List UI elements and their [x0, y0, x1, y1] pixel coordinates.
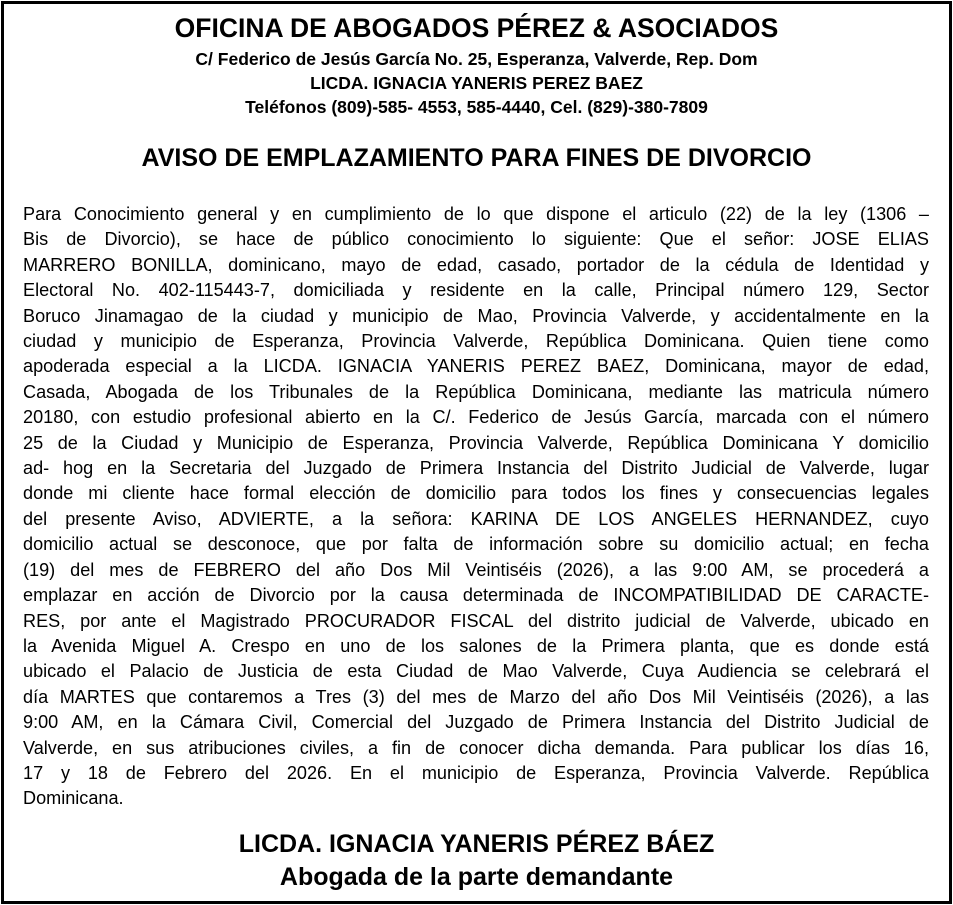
notice-body	[23, 202, 929, 812]
notice-title: AVISO DE EMPLAZAMIENTO PARA FINES DE DIVORCIO	[141, 144, 812, 172]
notice-body-line: (19) del mes de FEBRERO del año Dos Mil Veintiséis (2026), a las 9:00 AM, se procederá a	[23, 559, 929, 580]
signature-name: LICDA. IGNACIA YANERIS PÉREZ BÁEZ	[238, 830, 715, 858]
notice-body-line: Electoral No. 402-115443-7, domiciliada y residente en la calle, Principal número 129, Sector	[23, 280, 929, 301]
notice-body-line: ad- hog en la Secretaria del Juzgado de Primera Instancia del Distrito Judicial de Valverde, lugar	[23, 458, 929, 479]
notice-body-line: Dominicana.	[23, 788, 124, 809]
notice-body-line: Bis de Divorcio), se hace de público conocimiento lo siguiente: Que el señor: JOSE ELIAS	[23, 229, 929, 250]
notice-body-line: 17 y 18 de Febrero del 2026. En el municipio de Esperanza, Provincia Valverde. República	[23, 762, 929, 783]
firm-lawyer: LICDA. IGNACIA YANERIS PEREZ BAEZ	[310, 73, 643, 93]
notice-body-line: Casada, Abogada de los Tribunales de la República Dominicana, mediante las matricula número	[23, 381, 929, 402]
notice-body-line: Para Conocimiento general y en cumplimiento de lo que dispone el articulo (22) de la ley (1306 –	[23, 204, 929, 224]
firm-address: C/ Federico de Jesús García No. 25, Esperanza, Valverde, Rep. Dom	[195, 49, 758, 69]
notice-body-line: domicilio actual se desconoce, que por falta de información sobre su domicilio actual; en fecha	[23, 534, 929, 555]
notice-body-line: emplazar en acción de Divorcio por la causa determinada de INCOMPATIBILIDAD DE CARACTE-	[23, 585, 929, 606]
notice-body-line: RES, por ante el Magistrado PROCURADOR FISCAL del distrito judicial de Valverde, ubicado en	[23, 610, 929, 631]
notice-body-line: Boruco Jinamagao de la ciudad y municipio de Mao, Provincia Valverde, y accidentalmente en la	[23, 305, 929, 326]
notice-body-line: 25 de la Ciudad y Municipio de Esperanza, Provincia Valverde, República Dominicana Y domicilio	[23, 432, 929, 453]
notice-body-line: 9:00 AM, en la Cámara Civil, Comercial del Juzgado de Primera Instancia del Distrito Judicial de	[23, 712, 929, 733]
signature-role: Abogada de la parte demandante	[279, 863, 674, 891]
firm-name: OFICINA DE ABOGADOS PÉREZ & ASOCIADOS	[174, 13, 779, 43]
notice-body-line: día MARTES que contaremos a Tres (3) del mes de Marzo del año Dos Mil Veintiséis (2026), a las	[23, 686, 929, 707]
notice-body-line: del presente Aviso, ADVIERTE, a la señora: KARINA DE LOS ANGELES HERNANDEZ, cuyo	[23, 508, 929, 529]
notice-body-line: Valverde, en sus atribuciones civiles, a fin de conocer dicha demanda. Para publicar los días 16,	[23, 737, 929, 758]
notice-body-line: ciudad y municipio de Esperanza, Provincia Valverde, República Dominicana. Quien tiene como	[23, 331, 929, 352]
notice-body-line: apoderada especial a la LICDA. IGNACIA YANERIS PEREZ BAEZ, Dominicana, mayor de edad,	[23, 356, 929, 377]
notice-body-line: MARRERO BONILLA, dominicano, mayo de edad, casado, portador de la cédula de Identidad y	[23, 254, 929, 275]
notice-body-line: ubicado el Palacio de Justicia de esta Ciudad de Mao Valverde, Cuya Audiencia se celebrará el	[23, 661, 929, 682]
notice-body-line: la Avenida Miguel A. Crespo en uno de los salones de la Primera planta, que es donde está	[23, 635, 929, 656]
notice-body-line: 20180, con estudio profesional abierto en la C/. Federico de Jesús García, marcada con el número	[23, 407, 929, 428]
firm-phones: Teléfonos (809)-585- 4553, 585-4440, Cel. (829)-380-7809	[245, 97, 708, 117]
notice-body-line: donde mi cliente hace formal elección de domicilio para todos los fines y consecuencias legales	[23, 483, 929, 504]
notice-frame	[1, 1, 952, 904]
